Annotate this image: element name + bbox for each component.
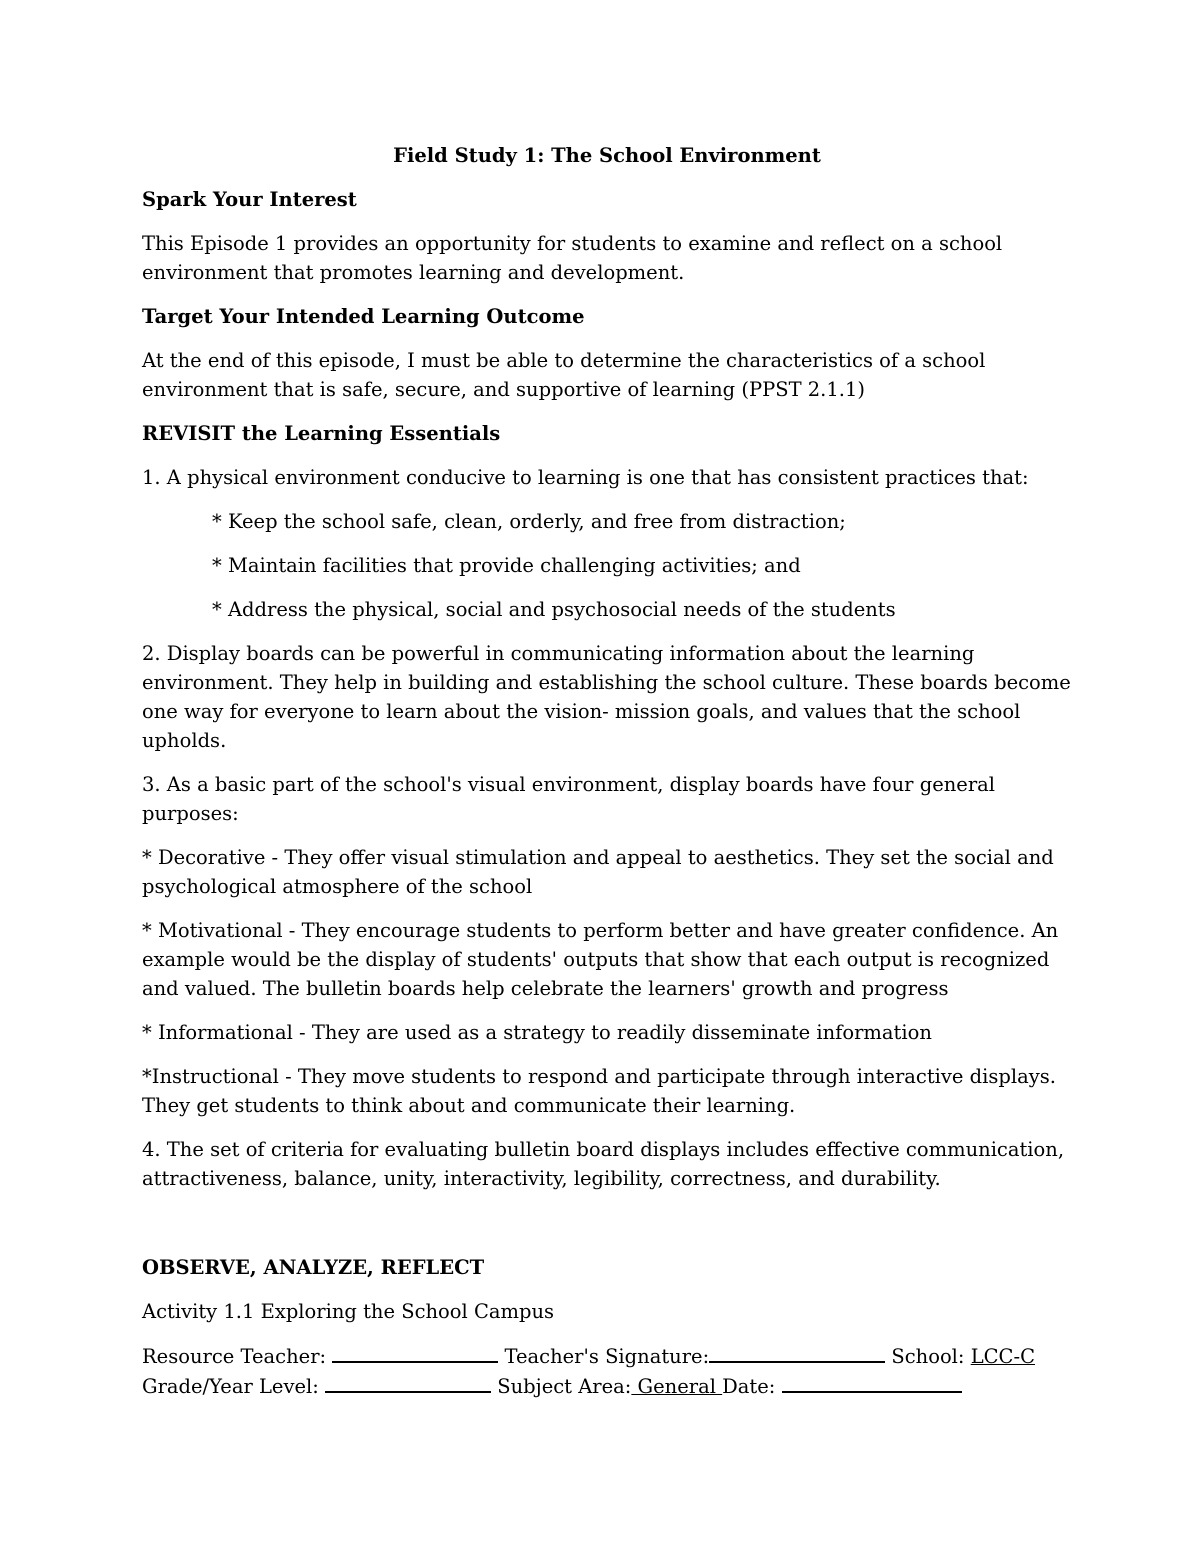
resource-teacher-field[interactable] [332,1341,498,1363]
school-label: School: [891,1345,965,1368]
date-label: Date: [722,1375,776,1398]
document-body [142,141,1072,1401]
school-value[interactable]: LCC-C [970,1345,1035,1368]
signature-field[interactable] [709,1341,885,1363]
revisit-item-1: 1. A physical environment conducive to learning is one that has consistent practices that: [142,466,1029,489]
activity-title: Activity 1.1 Exploring the School Campus [142,1300,555,1323]
grade-label: Grade/Year Level: [142,1375,319,1398]
form-line-2 [142,1371,1072,1401]
grade-field[interactable] [325,1371,491,1393]
spacer [142,1208,1072,1253]
section-heading-revisit: REVISIT the Learning Essentials [142,422,501,445]
signature-label: Teacher's Signature: [504,1345,710,1368]
form-line-1 [142,1341,1072,1371]
purpose-informational: * Informational - They are used as a strategy to readily disseminate information [142,1021,932,1044]
section-heading-target: Target Your Intended Learning Outcome [142,305,585,328]
date-field[interactable] [782,1371,962,1393]
bullet-item: * Maintain facilities that provide challenging activities; and [212,554,801,577]
spark-paragraph: This Episode 1 provides an opportunity for students to examine and reflect on a school environment that promotes learning and development. [142,232,1003,284]
revisit-item-4: 4. The set of criteria for evaluating bulletin board displays includes effective communication, attractiveness, balance, unity, interactivity, legibility, correctness, and durability. [142,1138,1065,1190]
subject-label: Subject Area: [497,1375,632,1398]
section-heading-spark: Spark Your Interest [142,188,357,211]
bullet-item: * Address the physical, social and psychosocial needs of the students [212,598,896,621]
revisit-item-2: 2. Display boards can be powerful in communicating information about the learning environment. They help in building and establishing the school culture. These boards become one way for everyone to learn about the vision- mission goals, and values that the school upholds. [142,642,1071,752]
subject-value[interactable]: General [631,1375,723,1398]
purpose-instructional: *Instructional - They move students to respond and participate through interactive displays. They get students to think about and communicate their learning. [142,1065,1056,1117]
bullet-item: * Keep the school safe, clean, orderly, and free from distraction; [212,510,846,533]
section-heading-observe: OBSERVE, ANALYZE, REFLECT [142,1256,485,1279]
purpose-decorative: * Decorative - They offer visual stimulation and appeal to aesthetics. They set the social and psychological atmosphere of the school [142,846,1054,898]
purpose-motivational: * Motivational - They encourage students to perform better and have greater confidence. An example would be the display of students' outputs that show that each output is recognized and valued. The bulletin boards help celebrate the learners' growth and progress [142,919,1059,1000]
target-paragraph: At the end of this episode, I must be able to determine the characteristics of a school environment that is safe, secure, and supportive of learning (PPST 2.1.1) [142,349,986,401]
resource-teacher-label: Resource Teacher: [142,1345,327,1368]
revisit-item-3: 3. As a basic part of the school's visual environment, display boards have four general purposes: [142,773,996,825]
page-title: Field Study 1: The School Environment [393,144,821,167]
